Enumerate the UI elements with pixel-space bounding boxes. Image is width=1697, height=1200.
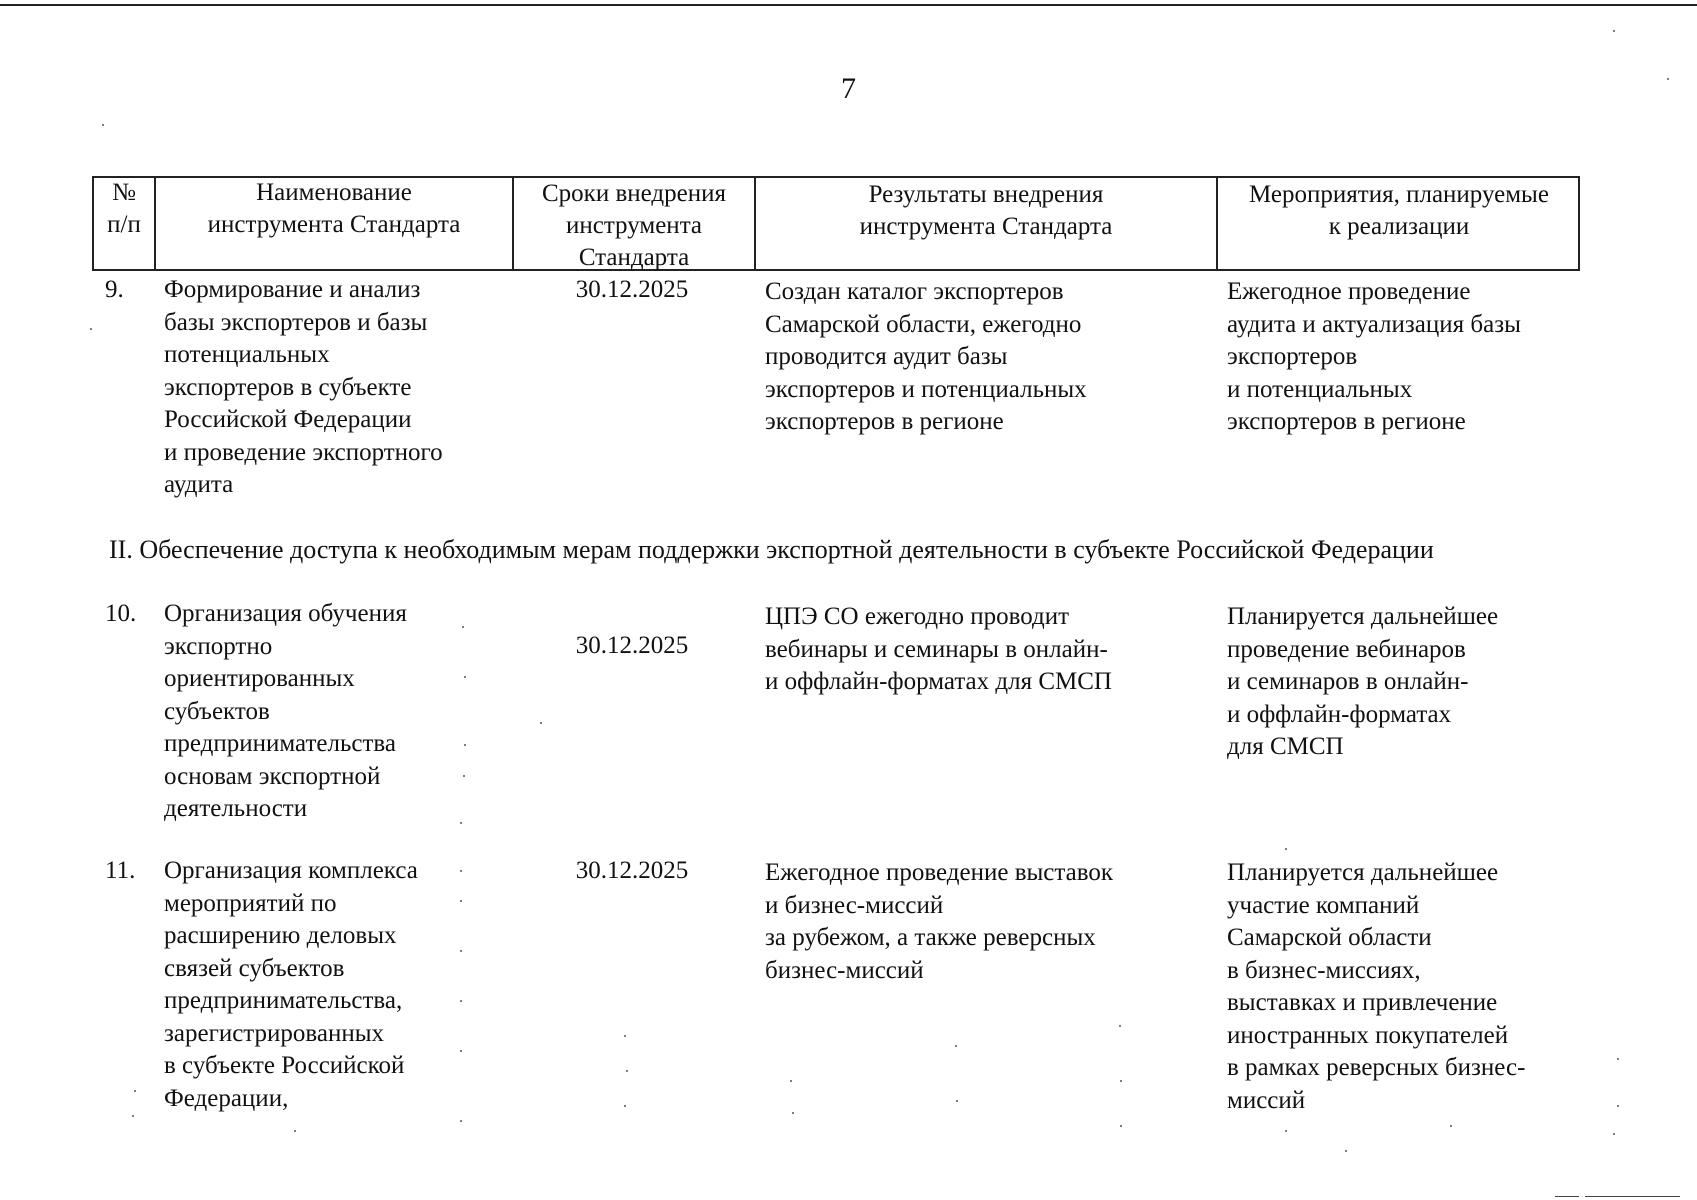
- row-11-activities: Планируется дальнейшее участие компаний Самарской области в бизнес-миссиях, выставках и привлечение иностранных покупателей в рамках реверсных бизнес- миссий: [1227, 859, 1526, 1114]
- header-deadline: Сроки внедрения инструмента Стандарта: [542, 180, 726, 271]
- header-number: № п/п: [107, 179, 141, 238]
- row-11-deadline: 30.12.2025: [575, 857, 689, 884]
- row-10-tool-name: Организация обучения экспортно ориентированных субъектов предпринимательства основам экспортной деятельности: [164, 600, 407, 822]
- row-9-tool-name: Формирование и анализ базы экспортеров и базы потенциальных экспортеров в субъекте Российской Федерации и проведение экспортного аудита: [164, 276, 443, 498]
- header-tool-name: Наименование инструмента Стандарта: [207, 179, 461, 238]
- scan-top-border: [0, 4, 1697, 6]
- row-9-number: 9.: [105, 276, 124, 303]
- table-header: [92, 176, 1580, 271]
- row-10-results: ЦПЭ СО ежегодно проводит вебинары и семинары в онлайн- и оффлайн-форматах для СМСП: [765, 603, 1112, 695]
- row-9-activities: Ежегодное проведение аудита и актуализация базы экспортеров и потенциальных экспортеров в регионе: [1227, 278, 1521, 435]
- row-11-tool-name: Организация комплекса мероприятий по расширению деловых связей субъектов предпринимательства, зарегистрированных в субъекте Российской Федерации,: [164, 857, 418, 1112]
- row-10-activities: Планируется дальнейшее проведение вебинаров и семинаров в онлайн- и оффлайн-форматах для СМСП: [1227, 603, 1499, 760]
- row-9-deadline: 30.12.2025: [575, 276, 689, 303]
- row-9-results: Создан каталог экспортеров Самарской области, ежегодно проводится аудит базы экспортеров и потенциальных экспортеров в регионе: [765, 278, 1087, 435]
- page-number: 7: [841, 72, 856, 105]
- row-10-number: 10.: [105, 600, 137, 627]
- header-results: Результаты внедрения инструмента Стандарта: [859, 181, 1113, 240]
- row-11-results: Ежегодное проведение выставок и бизнес-миссий за рубежом, а также реверсных бизнес-миссий: [765, 859, 1113, 984]
- section-heading: II. Обеспечение доступа к необходимым мерам поддержки экспортной деятельности в субъекте Российской Федерации: [109, 535, 1434, 564]
- row-10-deadline: 30.12.2025: [575, 632, 689, 659]
- row-11-number: 11.: [105, 857, 136, 884]
- header-activities: Мероприятия, планируемые к реализации: [1249, 181, 1549, 240]
